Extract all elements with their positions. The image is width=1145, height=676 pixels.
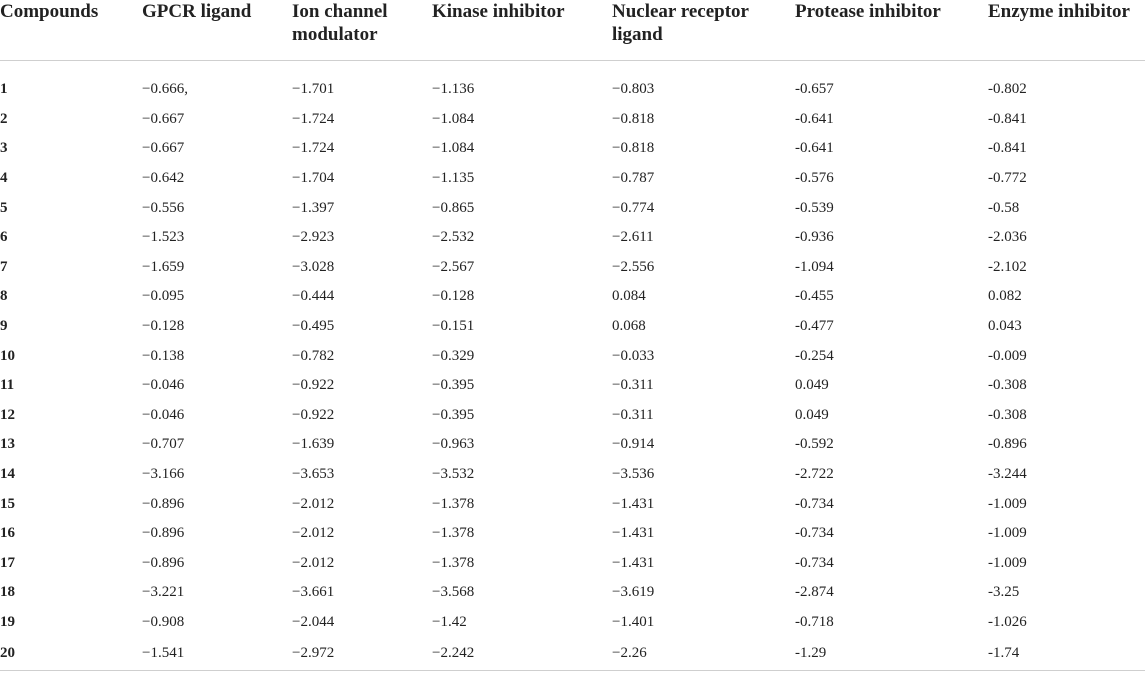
cell-gpcr-ligand: −0.896 [142, 525, 185, 542]
cell-kinase-inhibitor: −3.568 [432, 584, 475, 601]
cell-nuclear-receptor-ligand: −1.401 [612, 613, 655, 630]
cell-gpcr-ligand: −0.707 [142, 436, 185, 453]
cell-ion-channel-modulator: −1.724 [292, 110, 335, 127]
cell-compound-id: 7 [0, 258, 8, 275]
cell-ion-channel-modulator: −1.704 [292, 170, 335, 187]
cell-protease-inhibitor: -0.539 [795, 199, 834, 216]
cell-gpcr-ligand: −3.221 [142, 584, 185, 601]
cell-protease-inhibitor: -1.094 [795, 258, 834, 275]
cell-protease-inhibitor: -0.734 [795, 525, 834, 542]
cell-gpcr-ligand: −1.523 [142, 229, 185, 246]
cell-enzyme-inhibitor: -1.74 [986, 637, 1145, 671]
cell-ion-channel-modulator: −0.922 [292, 377, 335, 394]
cell-compound-id: 13 [0, 436, 15, 453]
cell-kinase-inhibitor: −2.242 [430, 637, 610, 671]
cell-enzyme-inhibitor: -0.009 [988, 347, 1027, 364]
table-row [0, 341, 1145, 371]
header-enzyme-inhibitor: Enzyme inhibitor [986, 0, 1145, 61]
cell-enzyme-inhibitor: -2.102 [988, 258, 1027, 275]
table-row [0, 105, 1145, 135]
cell-protease-inhibitor: -0.936 [795, 229, 834, 246]
table-row [0, 401, 1145, 431]
cell-gpcr-ligand: −0.896 [142, 554, 185, 571]
cell-enzyme-inhibitor: -2.036 [988, 229, 1027, 246]
cell-kinase-inhibitor: −1.378 [432, 495, 475, 512]
cell-kinase-inhibitor: −0.329 [432, 347, 475, 364]
cell-compound-id: 19 [0, 613, 15, 630]
cell-kinase-inhibitor: −0.151 [432, 318, 475, 335]
cell-enzyme-inhibitor: -3.244 [988, 466, 1027, 483]
cell-nuclear-receptor-ligand: −2.556 [612, 258, 655, 275]
table-row [0, 193, 1145, 223]
cell-kinase-inhibitor: −2.532 [432, 229, 475, 246]
cell-enzyme-inhibitor: -0.58 [988, 199, 1020, 216]
cell-ion-channel-modulator: −1.724 [292, 140, 335, 157]
table-row [0, 282, 1145, 312]
table-row [0, 134, 1145, 164]
cell-compound-id: 9 [0, 318, 8, 335]
cell-gpcr-ligand: −0.046 [142, 377, 185, 394]
cell-nuclear-receptor-ligand: −1.431 [612, 525, 655, 542]
cell-compound-id: 15 [0, 495, 15, 512]
table-row [0, 519, 1145, 549]
cell-gpcr-ligand: −1.541 [140, 637, 290, 671]
header-ion-channel-modulator: Ion channel modulator [290, 0, 430, 61]
table-row [0, 608, 1145, 638]
cell-compound-id: 18 [0, 584, 15, 601]
cell-enzyme-inhibitor: -1.026 [988, 613, 1027, 630]
cell-enzyme-inhibitor: -1.009 [988, 495, 1027, 512]
cell-protease-inhibitor: -0.641 [795, 110, 834, 127]
cell-compound-id: 5 [0, 199, 8, 216]
cell-compound-id: 2 [0, 110, 8, 127]
cell-nuclear-receptor-ligand: −1.431 [612, 495, 655, 512]
cell-gpcr-ligand: −0.642 [142, 170, 185, 187]
cell-enzyme-inhibitor: -0.308 [988, 377, 1027, 394]
cell-protease-inhibitor: -0.641 [795, 140, 834, 157]
cell-kinase-inhibitor: −0.395 [432, 377, 475, 394]
cell-kinase-inhibitor: −3.532 [432, 466, 475, 483]
cell-compound-id: 3 [0, 140, 8, 157]
cell-enzyme-inhibitor: -0.841 [988, 140, 1027, 157]
cell-enzyme-inhibitor: -0.896 [988, 436, 1027, 453]
cell-protease-inhibitor: -0.592 [795, 436, 834, 453]
header-gpcr-ligand: GPCR ligand [140, 0, 290, 61]
cell-gpcr-ligand: −0.667 [142, 140, 185, 157]
cell-protease-inhibitor: -0.455 [795, 288, 834, 305]
cell-enzyme-inhibitor: -0.772 [988, 170, 1027, 187]
cell-protease-inhibitor: -2.874 [795, 584, 834, 601]
cell-ion-channel-modulator: −0.495 [292, 318, 335, 335]
cell-ion-channel-modulator: −2.012 [292, 554, 335, 571]
cell-kinase-inhibitor: −0.865 [432, 199, 475, 216]
table-row [0, 578, 1145, 608]
table-row [0, 549, 1145, 579]
cell-enzyme-inhibitor: -0.841 [988, 110, 1027, 127]
cell-nuclear-receptor-ligand: −0.033 [612, 347, 655, 364]
cell-kinase-inhibitor: −0.395 [432, 406, 475, 423]
cell-gpcr-ligand: −3.166 [142, 466, 185, 483]
cell-kinase-inhibitor: −0.128 [432, 288, 475, 305]
table-body [0, 75, 1145, 671]
table-row [0, 371, 1145, 401]
cell-enzyme-inhibitor: -1.009 [988, 525, 1027, 542]
cell-compound-id: 20 [0, 637, 140, 671]
header-protease-inhibitor: Protease inhibitor [793, 0, 986, 61]
cell-enzyme-inhibitor: -0.802 [988, 81, 1027, 98]
cell-compound-id: 12 [0, 406, 15, 423]
cell-nuclear-receptor-ligand: −0.311 [612, 406, 654, 423]
cell-kinase-inhibitor: −1.135 [432, 170, 475, 187]
table-row [0, 253, 1145, 283]
cell-kinase-inhibitor: −0.963 [432, 436, 475, 453]
cell-ion-channel-modulator: −3.028 [292, 258, 335, 275]
cell-protease-inhibitor: -1.29 [793, 637, 986, 671]
table-row [0, 223, 1145, 253]
cell-ion-channel-modulator: −2.972 [290, 637, 430, 671]
cell-kinase-inhibitor: −1.378 [432, 554, 475, 571]
cell-protease-inhibitor: -0.718 [795, 613, 834, 630]
cell-ion-channel-modulator: −2.012 [292, 495, 335, 512]
cell-ion-channel-modulator: −0.922 [292, 406, 335, 423]
cell-kinase-inhibitor: −2.567 [432, 258, 475, 275]
cell-nuclear-receptor-ligand: −1.431 [612, 554, 655, 571]
cell-ion-channel-modulator: −2.923 [292, 229, 335, 246]
table-row [0, 489, 1145, 519]
header-nuclear-receptor-ligand: Nuclear receptor ligand [610, 0, 793, 61]
cell-compound-id: 4 [0, 170, 8, 187]
cell-enzyme-inhibitor: -1.009 [988, 554, 1027, 571]
table-row [0, 164, 1145, 194]
cell-nuclear-receptor-ligand: −0.914 [612, 436, 655, 453]
cell-enzyme-inhibitor: 0.043 [988, 318, 1022, 335]
cell-gpcr-ligand: −0.095 [142, 288, 185, 305]
cell-nuclear-receptor-ligand: −0.774 [612, 199, 655, 216]
cell-ion-channel-modulator: −3.661 [292, 584, 335, 601]
cell-compound-id: 16 [0, 525, 15, 542]
cell-enzyme-inhibitor: -3.25 [988, 584, 1020, 601]
table-row [0, 460, 1145, 490]
cell-nuclear-receptor-ligand: −0.803 [612, 81, 655, 98]
cell-nuclear-receptor-ligand: −3.536 [612, 466, 655, 483]
cell-kinase-inhibitor: −1.084 [432, 110, 475, 127]
cell-kinase-inhibitor: −1.42 [432, 613, 467, 630]
cell-compound-id: 1 [0, 81, 8, 98]
header-row [0, 0, 1145, 61]
cell-ion-channel-modulator: −1.701 [292, 81, 335, 98]
cell-gpcr-ligand: −0.556 [142, 199, 185, 216]
cell-nuclear-receptor-ligand: −3.619 [612, 584, 655, 601]
cell-protease-inhibitor: -0.734 [795, 495, 834, 512]
cell-nuclear-receptor-ligand: −0.787 [612, 170, 655, 187]
cell-nuclear-receptor-ligand: −0.818 [612, 140, 655, 157]
cell-compound-id: 14 [0, 466, 15, 483]
table-header [0, 0, 1145, 75]
cell-protease-inhibitor: -0.576 [795, 170, 834, 187]
cell-compound-id: 11 [0, 377, 15, 394]
cell-protease-inhibitor: -0.477 [795, 318, 834, 335]
cell-gpcr-ligand: −0.046 [142, 406, 185, 423]
cell-ion-channel-modulator: −1.397 [292, 199, 335, 216]
cell-kinase-inhibitor: −1.378 [432, 525, 475, 542]
header-spacer [0, 61, 1145, 76]
cell-nuclear-receptor-ligand: −2.26 [610, 637, 793, 671]
cell-protease-inhibitor: 0.049 [795, 377, 829, 394]
cell-ion-channel-modulator: −2.012 [292, 525, 335, 542]
cell-protease-inhibitor: -0.657 [795, 81, 834, 98]
table-row [0, 75, 1145, 105]
cell-protease-inhibitor: -0.734 [795, 554, 834, 571]
cell-gpcr-ligand: −0.896 [142, 495, 185, 512]
cell-nuclear-receptor-ligand: −0.818 [612, 110, 655, 127]
cell-protease-inhibitor: -2.722 [795, 466, 834, 483]
cell-protease-inhibitor: -0.254 [795, 347, 834, 364]
cell-compound-id: 8 [0, 288, 8, 305]
cell-ion-channel-modulator: −0.782 [292, 347, 335, 364]
cell-kinase-inhibitor: −1.084 [432, 140, 475, 157]
cell-gpcr-ligand: −1.659 [142, 258, 185, 275]
header-kinase-inhibitor: Kinase inhibitor [430, 0, 610, 61]
cell-enzyme-inhibitor: 0.082 [988, 288, 1022, 305]
cell-gpcr-ligand: −0.666, [142, 81, 188, 98]
table-row [0, 430, 1145, 460]
cell-nuclear-receptor-ligand: 0.068 [612, 318, 646, 335]
cell-gpcr-ligand: −0.138 [142, 347, 185, 364]
spacer-cell [0, 61, 1145, 76]
cell-compound-id: 10 [0, 347, 15, 364]
cell-kinase-inhibitor: −1.136 [432, 81, 475, 98]
header-compounds: Compounds [0, 0, 140, 61]
cell-enzyme-inhibitor: -0.308 [988, 406, 1027, 423]
cell-gpcr-ligand: −0.908 [142, 613, 185, 630]
cell-ion-channel-modulator: −2.044 [292, 613, 335, 630]
cell-nuclear-receptor-ligand: −0.311 [612, 377, 654, 394]
cell-nuclear-receptor-ligand: −2.611 [612, 229, 654, 246]
cell-gpcr-ligand: −0.667 [142, 110, 185, 127]
cell-ion-channel-modulator: −0.444 [292, 288, 335, 305]
table-row [0, 637, 1145, 671]
cell-ion-channel-modulator: −1.639 [292, 436, 335, 453]
cell-compound-id: 6 [0, 229, 8, 246]
cell-gpcr-ligand: −0.128 [142, 318, 185, 335]
cell-nuclear-receptor-ligand: 0.084 [612, 288, 646, 305]
cell-ion-channel-modulator: −3.653 [292, 466, 335, 483]
cell-protease-inhibitor: 0.049 [795, 406, 829, 423]
table-row [0, 312, 1145, 342]
cell-compound-id: 17 [0, 554, 15, 571]
